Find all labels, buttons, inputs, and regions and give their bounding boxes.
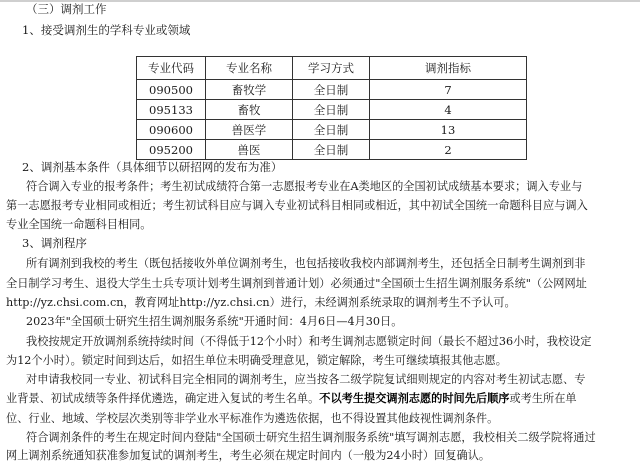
table-row — [137, 140, 527, 160]
emphasis-text: 不以考生提交调剂志愿的时间先后顺序 — [319, 392, 510, 405]
item2-title: 2、调剂基本条件（具体细节以研招网的发布为准） — [22, 160, 283, 174]
cell-code: 095200 — [137, 140, 206, 160]
header-quota: 调剂指标 — [370, 57, 527, 80]
cell-quota: 4 — [370, 100, 527, 120]
header-name: 专业名称 — [206, 57, 293, 80]
cell-quota: 7 — [370, 80, 527, 100]
cell-name: 畜牧学 — [206, 80, 293, 100]
cell-mode: 全日制 — [293, 80, 370, 100]
cell-mode: 全日制 — [293, 120, 370, 140]
cell-quota: 13 — [370, 120, 527, 140]
section-title: （三）调剂工作 — [26, 2, 107, 16]
cell-code: 090600 — [137, 120, 206, 140]
header-mode: 学习方式 — [293, 57, 370, 80]
cell-code: 095133 — [137, 100, 206, 120]
discipline-table — [136, 56, 527, 160]
item3-title: 3、调剂程序 — [22, 236, 87, 250]
item3-line-text: 或考生所在单 — [509, 392, 577, 405]
table-row — [137, 120, 527, 140]
table-header-row — [137, 57, 527, 80]
item3-line: http://yz.chsi.com.cn，教育网址http://yz.chsi.cn）进行，未经调剂系统录取的调剂考生不予认可。 — [6, 296, 516, 309]
item3-line: 对申请我校同一专业、初试科目完全相同的调剂考生，应当按各二级学院复试细则规定的内容对考生初试志愿、专 — [26, 373, 586, 386]
cell-mode: 全日制 — [293, 100, 370, 120]
cell-name: 兽医 — [206, 140, 293, 160]
item3-line — [6, 391, 636, 406]
item3-line-text: 业背景、初试成绩等条件择优遴选，确定进入复试的考生名单。 — [6, 392, 320, 405]
cell-quota: 2 — [370, 140, 527, 160]
item3-line: 所有调剂到我校的考生（既包括接收外单位调剂考生，也包括接收我校内部调剂考生，还包括全日制考生调剂到非 — [26, 257, 586, 270]
table-row — [137, 80, 527, 100]
item2-line: 符合调入专业的报考条件；考生初试成绩符合第一志愿报考专业在A类地区的全国初试成绩基本要求；调入专业与 — [26, 180, 583, 193]
cell-name: 畜牧 — [206, 100, 293, 120]
item3-line: 网上调剂系统通知获准参加复试的调剂考生，考生必须在规定时间内（一般为24小时）回复确认。 — [6, 449, 491, 462]
item3-line: 符合调剂条件的考生在规定时间内登陆"全国硕士研究生招生调剂服务系统"填写调剂志愿，我校相关二级学院将通过 — [26, 431, 596, 444]
header-code: 专业代码 — [137, 57, 206, 80]
item3-line: 我校按规定开放调剂系统持续时间（不得低于12个小时）和考生调剂志愿锁定时间（最长不超过36小时，我校设定 — [26, 335, 592, 348]
item1-title: 1、接受调剂生的学科专业或领域 — [22, 23, 191, 37]
item2-line: 第一志愿报考专业相同或相近；考生初试科目应与调入专业初试科目相同或相近，其中初试全国统一命题科目应与调入 — [6, 199, 588, 212]
item2-line: 专业全国统一命题科目相同。 — [6, 218, 152, 231]
item3-line: 为12个小时）。锁定时间到达后，如招生单位未明确受理意见，锁定解除，考生可继续填报其他志愿。 — [6, 354, 507, 367]
item3-line: 位、行业、地域、学校层次类别等非学业水平标准作为遴选依据，也不得设置其他歧视性调剂条件。 — [6, 412, 499, 425]
cell-mode: 全日制 — [293, 140, 370, 160]
item3-line: 全日制学习考生、退役大学生士兵专项计划考生调剂到普通计划）必须通过"全国硕士生招生调剂服务系统"（公网网址 — [6, 277, 587, 290]
item3-line: 2023年"全国硕士研究生招生调剂服务系统"开通时间：4月6日—4月30日。 — [26, 315, 403, 328]
cell-code: 090500 — [137, 80, 206, 100]
cell-name: 兽医学 — [206, 120, 293, 140]
table-row — [137, 100, 527, 120]
